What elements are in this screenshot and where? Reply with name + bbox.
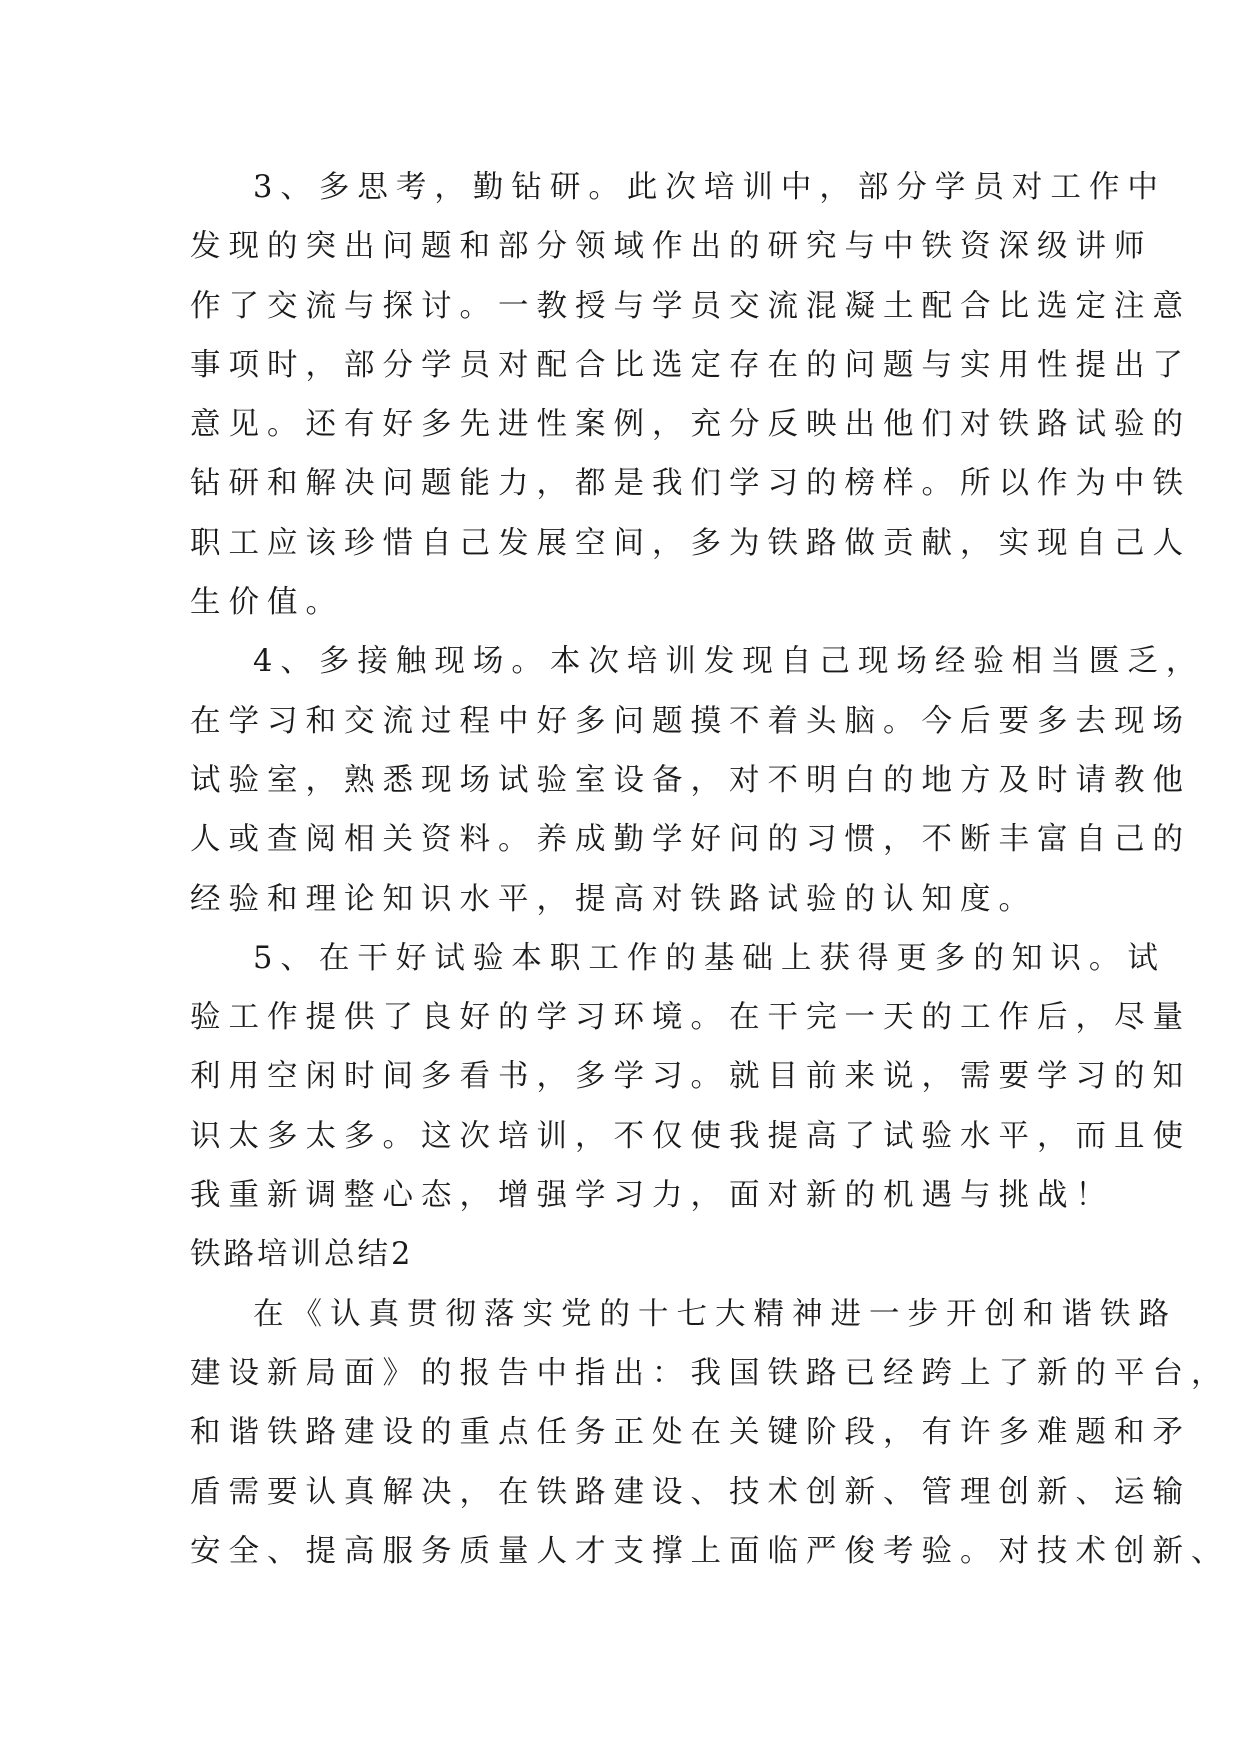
paragraph-3-line-6: 钻研和解决问题能力，都是我们学习的榜样。所以作为中铁 xyxy=(190,466,1191,502)
paragraph-5-line-2: 验工作提供了良好的学习环境。在干完一天的工作后，尽量 xyxy=(190,1000,1191,1036)
document-body xyxy=(190,158,1230,1581)
paragraph-5-line-1: 5、在干好试验本职工作的基础上获得更多的知识。试 xyxy=(253,940,1166,976)
section-paragraph-line-5: 安全、提高服务质量人才支撑上面临严俊考验。对技术创新、 xyxy=(190,1533,1230,1569)
paragraph-3-line-7: 职工应该珍惜自己发展空间，多为铁路做贡献，实现自己人 xyxy=(190,525,1191,561)
paragraph-3-line-3: 作了交流与探讨。一教授与学员交流混凝土配合比选定注意 xyxy=(190,288,1191,324)
paragraph-4-line-4: 人或查阅相关资料。养成勤学好问的习惯，不断丰富自己的 xyxy=(190,822,1191,858)
paragraph-5-line-4: 识太多太多。这次培训，不仅使我提高了试验水平，而且使 xyxy=(190,1118,1191,1154)
paragraph-4-line-2: 在学习和交流过程中好多问题摸不着头脑。今后要多去现场 xyxy=(190,703,1191,739)
section-paragraph-line-1: 在《认真贯彻落实党的十七大精神进一步开创和谐铁路 xyxy=(253,1296,1177,1332)
paragraph-3-line-4: 事项时，部分学员对配合比选定存在的问题与实用性提出了 xyxy=(190,347,1191,383)
paragraph-4-line-3: 试验室，熟悉现场试验室设备，对不明白的地方及时请教他 xyxy=(190,762,1191,798)
paragraph-5-line-5: 我重新调整心态，增强学习力，面对新的机遇与挑战！ xyxy=(190,1178,1114,1214)
paragraph-4-line-5: 经验和理论知识水平，提高对铁路试验的认知度。 xyxy=(190,881,1037,917)
paragraph-3-line-5: 意见。还有好多先进性案例，充分反映出他们对铁路试验的 xyxy=(190,407,1191,443)
section-paragraph-line-4: 盾需要认真解决，在铁路建设、技术创新、管理创新、运输 xyxy=(190,1474,1191,1510)
paragraph-4-line-1: 4、多接触现场。本次培训发现自己现场经验相当匮乏， xyxy=(253,644,1205,680)
section-heading: 铁路培训总结2 xyxy=(190,1237,414,1273)
section-paragraph-line-2: 建设新局面》的报告中指出：我国铁路已经跨上了新的平台， xyxy=(190,1355,1230,1391)
paragraph-3-line-2: 发现的突出问题和部分领域作出的研究与中铁资深级讲师 xyxy=(190,229,1153,265)
paragraph-3-line-8: 生价值。 xyxy=(190,585,344,621)
section-paragraph-line-3: 和谐铁路建设的重点任务正处在关键阶段，有许多难题和矛 xyxy=(190,1415,1191,1451)
paragraph-3-line-1: 3、多思考，勤钻研。此次培训中，部分学员对工作中 xyxy=(253,170,1166,205)
paragraph-5-line-3: 利用空闲时间多看书，多学习。就目前来说，需要学习的知 xyxy=(190,1059,1191,1095)
